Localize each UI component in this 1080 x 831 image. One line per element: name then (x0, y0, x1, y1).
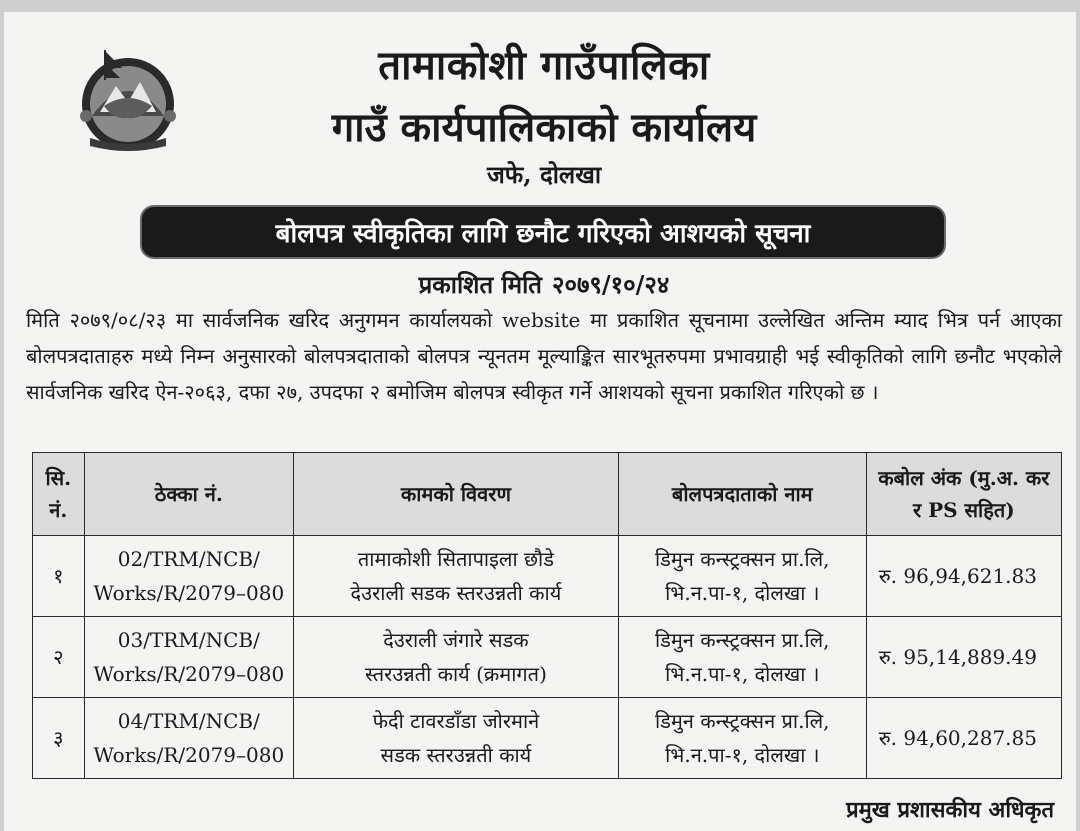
header-description: कामको विवरण (294, 453, 619, 536)
description-line: फेदी टावरडाँडा जोरमाने (372, 709, 540, 733)
row-bidder (618, 698, 866, 779)
contract-line: 02/TRM/NCB/ (117, 547, 260, 571)
contract-line: Works/R/2079–080 (93, 662, 285, 686)
award-table (32, 452, 1062, 779)
header-sn: सि. नं. (33, 453, 85, 536)
row-sn: १ (33, 536, 85, 617)
notice-title-banner (142, 207, 944, 257)
row-bidder (618, 536, 866, 617)
description-line: देउराली सडक स्तरउन्नती कार्य (350, 581, 562, 605)
published-date: २०७९/१०/२४ (551, 270, 670, 299)
notice-body: मिति २०७९/०८/२३ मा सार्वजनिक खरिद अनुगमन कार्यालयको website मा प्रकाशित सूचनामा उल्लेखित अन्तिम म्याद भित्र पर्न आएका बोलपत्रदाताहरु मध्ये निम्न अनुसारको बोलपत्रदाताको बोलपत्र न्यूनतम मूल्याङ्कित सारभूतरुपमा प्रभावग्राही भई स्वीकृतिको लागि छनौट भएकोले सार्वजनिक खरिद ऐन-२०६३, दफा २७, उपदफा २ बमोजिम बोलपत्र स्वीकृत गर्ने आशयको सूचना प्रकाशित गरिएको छ । (26, 308, 1062, 404)
row-description (294, 536, 619, 617)
published-date-line (4, 268, 1080, 301)
row-bidder (618, 617, 866, 698)
table-header-row (33, 453, 1062, 536)
description-line: देउराली जंगारे सडक (383, 628, 529, 652)
bidder-line: डिमुन कन्स्ट्रक्सन प्रा.लि, (654, 547, 830, 571)
row-amount: रु. 95,14,889.49 (866, 617, 1061, 698)
description-line: सडक स्तरउन्नती कार्य (380, 743, 532, 767)
header-contract: ठेक्का नं. (84, 453, 293, 536)
header-bidder: बोलपत्रदाताको नाम (618, 453, 866, 536)
description-line: तामाकोशी सितापाइला छौडे (357, 547, 554, 571)
notice-title: बोलपत्र स्वीकृतिका लागि छनौट गरिएको आशयको सूचना (275, 219, 811, 249)
bidder-line: भि.न.पा-१, दोलखा । (665, 581, 820, 605)
published-label: प्रकाशित मिति (418, 270, 542, 299)
office-name: तामाकोशी गाउँपालिका (378, 42, 710, 89)
row-sn: ३ (33, 698, 85, 779)
contract-line: Works/R/2079–080 (93, 581, 285, 605)
row-description (294, 617, 619, 698)
row-description (294, 698, 619, 779)
header-amount: कबोल अंक (मु.अ. कर र PS सहित) (866, 453, 1061, 536)
bidder-line: भि.न.पा-१, दोलखा । (665, 662, 820, 686)
description-line: स्तरउन्नती कार्य (क्रमागत) (364, 662, 547, 686)
table-row (33, 698, 1062, 779)
bidder-line: डिमुन कन्स्ट्रक्सन प्रा.लि, (654, 709, 830, 733)
row-amount: रु. 96,94,621.83 (866, 536, 1061, 617)
contract-line: 03/TRM/NCB/ (117, 628, 260, 652)
row-contract (84, 617, 293, 698)
row-sn: २ (33, 617, 85, 698)
row-contract (84, 698, 293, 779)
office-subtitle: गाउँ कार्यपालिकाको कार्यालय (331, 104, 757, 151)
table-row (33, 617, 1062, 698)
row-amount: रु. 94,60,287.85 (866, 698, 1061, 779)
bidder-line: भि.न.पा-१, दोलखा । (665, 743, 820, 767)
signatory-title: प्रमुख प्रशासकीय अधिकृत (846, 797, 1054, 823)
office-location: जफे, दोलखा (486, 160, 602, 189)
contract-line: 04/TRM/NCB/ (117, 709, 260, 733)
contract-line: Works/R/2079–080 (93, 743, 285, 767)
nepal-government-emblem-icon (70, 46, 186, 154)
table-row (33, 536, 1062, 617)
row-contract (84, 536, 293, 617)
bidder-line: डिमुन कन्स्ट्रक्सन प्रा.लि, (654, 628, 830, 652)
